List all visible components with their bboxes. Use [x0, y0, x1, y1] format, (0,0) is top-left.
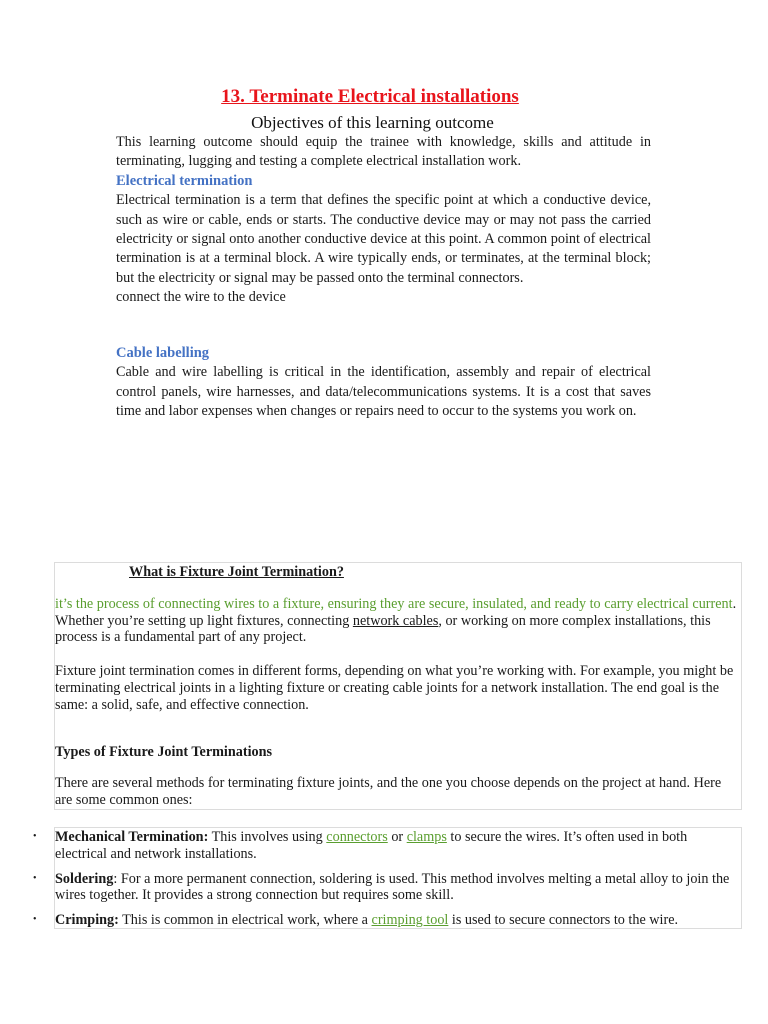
types-heading: Types of Fixture Joint Terminations — [55, 743, 273, 760]
bullet-icon: • — [33, 831, 37, 842]
types-intro: There are several methods for terminating fixture joints, and the one you choose depends on the project at hand. Here are some common ones: — [55, 775, 722, 809]
bullet-icon: • — [33, 872, 37, 884]
labelling-text: Cable and wire labelling is critical in the identification, assembly and repair of electrical control panels, wire harnesses, and data/telecommunications systems. It is a cost that saves time and labor expenses when changes or repairs need to occur to the systems you work on. — [116, 364, 651, 420]
page-subtitle: Objectives of this learning outcome — [251, 113, 494, 132]
termination-heading: Electrical termination — [116, 172, 253, 189]
labelling-heading: Cable labelling — [116, 345, 210, 361]
intro-text: This learning outcome should equip the trainee with knowledge, skills and attitude in terminating, lugging and testing a complete electrical installation work. — [116, 134, 651, 170]
list-item: • Soldering: For a more permanent connection, soldering is used. This method involves melting a metal alloy to join the wires together. It provides a strong connection but requires some skill. — [33, 870, 730, 904]
methods-list — [33, 829, 741, 929]
methods-box — [33, 827, 742, 929]
network-cables-link[interactable]: network cables — [352, 612, 439, 629]
crimping-tool-link[interactable]: crimping tool — [371, 912, 449, 929]
bullet-icon: • — [33, 914, 37, 926]
fixture-paragraph-2: Fixture joint termination comes in different forms, depending on what you’re working with. For example, you might be terminating electrical joints in a lighting fixture or creating cable joints for a network installation. The end goal is the same: a solid, safe, and effective connection. — [55, 663, 734, 713]
fixture-heading: What is Fixture Joint Termination? — [129, 564, 344, 580]
connectors-link[interactable]: connectors — [326, 829, 388, 845]
fixture-box — [54, 562, 742, 810]
termination-text: Electrical termination is a term that defines the specific point at which a conductive device, such as wire or cable, ends or starts. The conductive device may or may not pass the carried electricity or signal onto another conductive device at this point. A common point of electrical termination is at a terminal block. A wire typically ends, or terminates, at the terminal block; but the electricity or signal may be passed onto the terminal connectors. — [116, 192, 651, 286]
page-title: 13. Terminate Electrical installations — [221, 86, 519, 107]
list-item: • Crimping: This is common in electrical work, where a crimping tool is used to secure connectors to the wire. — [33, 912, 679, 929]
termination-note: connect the wire to the device — [116, 289, 286, 306]
fixture-paragraph-1: it’s the process of connecting wires to a fixture, ensuring they are secure, insulated, and ready to carry electrical current. Whether you’re setting up light fixtures, connecting network cables, or working on more complex installations, this process is a fundamental part of any project. — [55, 595, 737, 646]
list-item: • Mechanical Termination: This involves using connectors or clamps to secure the wires. It’s often used in both electrical and network installations. — [33, 829, 688, 862]
fixture-definition: it’s the process of connecting wires to a fixture, ensuring they are secure, insulated, and ready to carry electrical current — [55, 595, 733, 612]
clamps-link[interactable]: clamps — [406, 829, 447, 845]
intro-section — [116, 133, 651, 308]
labelling-section — [116, 344, 651, 422]
